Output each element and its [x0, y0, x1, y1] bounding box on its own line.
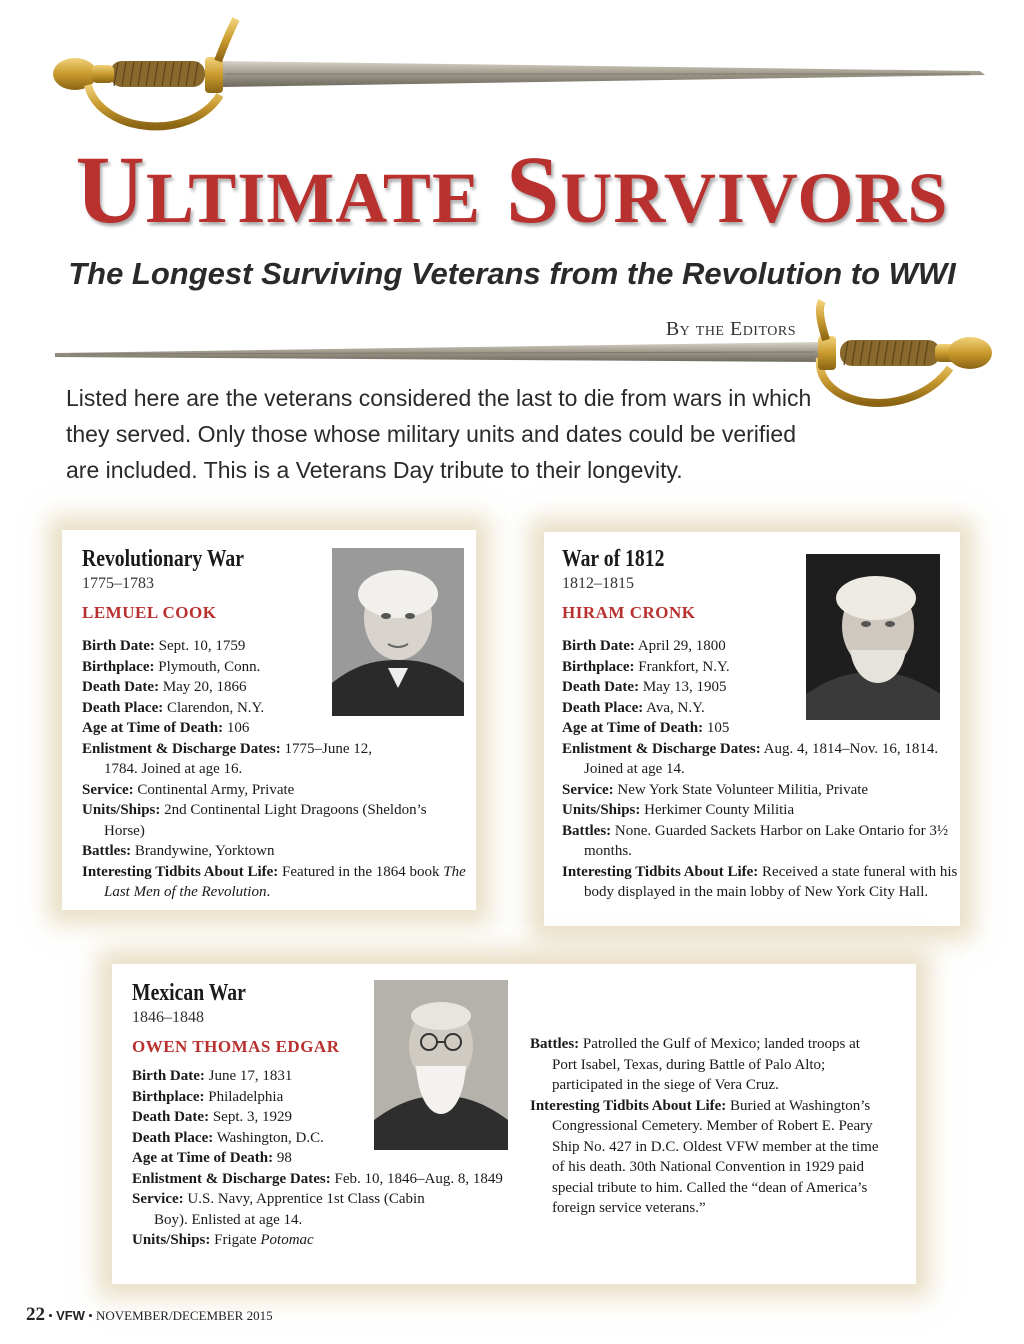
page-footer: 22 • VFW • NOVEMBER/DECEMBER 2015: [26, 1304, 273, 1325]
war-name: War of 1812: [562, 546, 665, 572]
veteran-name: LEMUEL COOK: [82, 603, 217, 622]
byline: By the Editors: [665, 318, 796, 340]
fact-enlistment-dates: Enlistment & Discharge Dates: Feb. 10, 1846–Aug. 8, 1849: [132, 1170, 503, 1187]
book-title: The Last Men of the Revolution: [104, 863, 466, 900]
fact-age-at-death: Age at Time of Death: 106: [82, 720, 250, 736]
fact-death-place: Death Place: Washington, D.C.: [132, 1129, 324, 1146]
fact-death-date: Death Date: May 13, 1905: [562, 679, 727, 695]
fact-units-ships: Units/Ships: Frigate Potomac: [132, 1232, 314, 1248]
fact-list-left: [132, 1066, 503, 1251]
fact-birthplace: Birthplace: Frankfort, N.Y.: [562, 658, 730, 675]
fact-service: Service: Continental Army, Private: [82, 781, 295, 798]
fact-age-at-death: Age at Time of Death: 105: [562, 720, 730, 736]
fact-units-ships: Units/Ships: 2nd Continental Light Dragoons (Sheldon’s Horse): [82, 802, 427, 839]
fact-age-at-death: Age at Time of Death: 98: [132, 1150, 292, 1166]
war-name: Revolutionary War: [82, 546, 245, 572]
fact-death-place: Death Place: Ava, N.Y.: [562, 699, 705, 716]
fact-death-date: Death Date: Sept. 3, 1929: [132, 1109, 292, 1125]
ship-name: Potomac: [260, 1232, 314, 1248]
fact-tidbits: Interesting Tidbits About Life: Buried at Washington’s Congressional Cemetery. Member of Robert E. Peary Ship No. 427 in D.C. Oldest VFW member at the time of his death. 30th National Convention in 1929 paid special tribute to him. Called the “dean of America’s foreign service veterans.”: [530, 1097, 879, 1216]
fact-tidbits: Interesting Tidbits About Life: Featured in the 1864 book The Last Men of the Revolution.: [82, 863, 466, 900]
card-revolutionary-war: [62, 530, 476, 910]
fact-birth-date: Birth Date: April 29, 1800: [562, 638, 726, 654]
fact-enlistment-dates: Enlistment & Discharge Dates: Aug. 4, 1814–Nov. 16, 1814. Joined at age 14.: [562, 740, 939, 777]
issue-date: NOVEMBER/DECEMBER 2015: [96, 1308, 273, 1323]
fact-birthplace: Birthplace: Philadelphia: [132, 1088, 284, 1105]
fact-service: Service: New York State Volunteer Militia, Private: [562, 781, 869, 798]
veteran-name: HIRAM CRONK: [562, 603, 696, 622]
war-years: 1846–1848: [132, 1009, 204, 1026]
page-number: 22: [26, 1304, 45, 1325]
fact-tidbits: Interesting Tidbits About Life: Received a state funeral with his body displayed in the main lobby of New York City Hall.: [562, 863, 958, 900]
fact-service: Service: U.S. Navy, Apprentice 1st Class (Cabin Boy). Enlisted at age 14.: [132, 1191, 425, 1228]
fact-list: [562, 636, 958, 903]
card-mexican-war: [112, 964, 916, 1284]
card-war-of-1812: [544, 532, 960, 926]
fact-birth-date: Birth Date: June 17, 1831: [132, 1068, 293, 1084]
page-title: ULTIMATE SURVIVORS: [75, 136, 949, 243]
fact-battles: Battles: Brandywine, Yorktown: [82, 843, 275, 859]
fact-battles: Battles: None. Guarded Sackets Harbor on Lake Ontario for 3½ months.: [562, 822, 949, 859]
fact-list-right: [530, 1034, 880, 1219]
fact-birthplace: Birthplace: Plymouth, Conn.: [82, 658, 261, 675]
fact-units-ships: Units/Ships: Herkimer County Militia: [562, 802, 795, 818]
fact-birth-date: Birth Date: Sept. 10, 1759: [82, 638, 246, 654]
sword-illustration-top: [40, 15, 1000, 155]
fact-death-place: Death Place: Clarendon, N.Y.: [82, 699, 265, 716]
intro-paragraph: Listed here are the veterans considered the last to die from wars in which they served. Only those whose military units and dates could be verified are included. This is a Veterans Day tribute to their longevity.: [66, 385, 812, 483]
fact-enlistment-dates: Enlistment & Discharge Dates: 1775–June 12, 1784. Joined at age 16.: [82, 740, 372, 777]
war-years: 1812–1815: [562, 575, 634, 592]
magazine-name: VFW: [56, 1308, 85, 1323]
war-years: 1775–1783: [82, 575, 154, 592]
fact-death-date: Death Date: May 20, 1866: [82, 679, 247, 695]
war-name: Mexican War: [132, 980, 246, 1006]
page-subtitle: The Longest Surviving Veterans from the Revolution to WWI: [68, 256, 956, 291]
fact-battles: Battles: Patrolled the Gulf of Mexico; landed troops at Port Isabel, Texas, during Battle of Palo Alto; participated in the siege of Vera Cruz.: [530, 1036, 860, 1093]
fact-list: [82, 636, 466, 903]
veteran-name: OWEN THOMAS EDGAR: [132, 1037, 340, 1056]
